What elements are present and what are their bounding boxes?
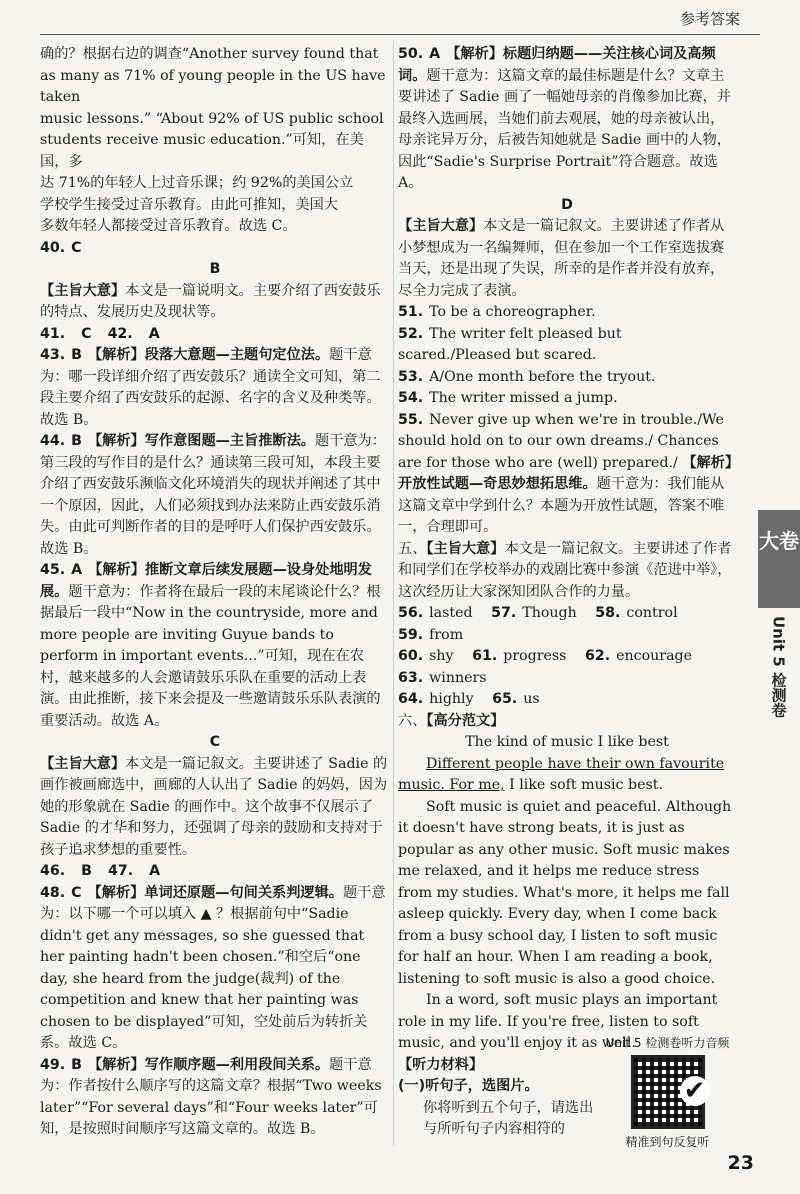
page-number: 23 (727, 1152, 754, 1174)
intro-paragraph (40, 44, 390, 238)
model-essay (398, 732, 736, 1055)
answer-44: 44. B 【解析】写作意图题—主旨推断法。题干意为：第三段的写作目的是什么？通读第三段可知，本段主要介绍了西安鼓乐濒临文化环境消失的现状并阐述了其中一个原因，因此，人们必须找到办法来防止西安鼓乐消失。由此可判断作者的目的是呼吁人们保护西安鼓乐。故选 B。 (40, 433, 386, 557)
side-tab (758, 510, 800, 717)
answer-49: 49. B 【解析】写作顺序题—利用段间关系。题干意为：作者按什么顺序写的这篇文章？根据“Two weeks later”“For several days”和“Four weeks later”可知，是按照时间顺序写这篇文章的。故选 B。 (40, 1056, 382, 1137)
fill-row: 64. highly 65. us (398, 691, 540, 707)
answer-50: 50. A 【解析】标题归纳题——关注核心词及高频词。题干意为：这篇文章的最佳标题是什么？文章主要讲述了 Sadie 画了一幅她母亲的肖像参加比赛，并最终入选画展，当她们前去观展，她的母亲被认出，母亲诧异万分，后被告知她就是 Sadie 画中的人物，因此“Sadie's Surprise Portrait”符合题意。故选 A。 (398, 46, 731, 191)
section-d-main-idea: 【主旨大意】本文是一篇记叙文。主要讲述了作者从小梦想成为一名编舞师，但在参加一个工作室选拔赛当天，还是出现了失误，所幸的是作者并没有放弃，尽全力完成了表演。 (398, 218, 725, 299)
text-line: 达 71%的年轻人上过音乐课；约 92%的美国公立 (40, 175, 354, 191)
left-column (40, 44, 390, 1141)
right-column (398, 44, 736, 1141)
page-header (0, 0, 800, 40)
column-divider (393, 40, 394, 1145)
listening-instructions: 你将听到五个句子，请选出与所听句子内容相符的 (423, 1099, 594, 1137)
audio-title: Unit 5 检测卷听力音频 (605, 1036, 730, 1050)
text-line: music lessons.” “About 92% of US public school (40, 110, 384, 127)
check-icon: ✔ (680, 1076, 710, 1106)
section-c-heading: C (209, 734, 221, 750)
answer-45: 45. A 【解析】推断文章后续发展题—设身处地明发展。题干意为：作者将在最后一段的末尾谈论什么？根据最后一段中“Now in the countryside, more and more people are inviting Guyue bands to perform in important events...”可知，现在在农村，越来越多的人会邀请鼓乐乐队在重要的活动上表演。由此推断，接下来会提及一些邀请鼓乐乐队表演的重要活动。故选 A。 (40, 562, 381, 729)
fill-row: 56. lasted 57. Though 58. control 59. from (398, 605, 678, 643)
essay-title: The kind of music I like best (465, 734, 669, 750)
side-tab-title: 大卷 (758, 510, 800, 608)
qr-code-icon[interactable] (631, 1055, 705, 1129)
answer-52: 52. The writer felt pleased but scared./Pleased but scared. (398, 325, 622, 363)
section-b-heading: B (209, 261, 221, 277)
listening-tag: 【听力材料】 (398, 1056, 484, 1073)
section-d-heading: D (561, 196, 573, 213)
section-6-heading: 六、【高分范文】 (398, 712, 505, 729)
header-label: 参考答案 (679, 10, 740, 28)
answer-48: 48. C 【解析】单词还原题—句间关系判逻辑。题干意为：以下哪一个可以填入 ▲ ？根据前句中“Sadie didn't get any messages, so she guessed that her painting hadn't been chosen.”和空后“one day, she heard from the judge(裁判) of the competition and knew that her painting was chosen to be displayed”可知，空处前后为转折关系。故选 C。 (40, 884, 386, 1051)
text-line: students receive music education.”可知，在美国，多 (40, 132, 364, 170)
header-divider (40, 34, 760, 35)
text-line: 多数年轻人都接受过音乐教育。故选 C。 (40, 218, 297, 234)
answer-51: 51. To be a choreographer. (398, 304, 596, 320)
fill-row: 60. shy 61. progress 62. encourage 63. winners (398, 648, 693, 686)
answer-46-47: 46. B 47. A (40, 863, 161, 879)
essay-paragraph: Different people have their own favourite music. For me, I like soft music best. (398, 755, 725, 793)
section-c-main-idea: 【主旨大意】本文是一篇记叙文。主要讲述了 Sadie 的画作被画廊选中，画廊的人认出了 Sadie 的妈妈，因为她的形象就在 Sadie 的画作中。这个故事不仅展示了 Sadie 的才华和努力，还强调了母亲的鼓励和支持对于孩子追求梦想的重要性。 (40, 755, 388, 858)
text-line: 确的？根据右边的调查“Another survey found that (40, 46, 379, 62)
answer-54: 54. The writer missed a jump. (398, 390, 618, 406)
essay-paragraph: In a word, soft music plays an important role in my life. If you're free, listen to soft music, and you'll enjoy it as well. (398, 992, 718, 1051)
side-tab-unit: Unit 5 检测卷 (769, 616, 788, 718)
essay-paragraph: Soft music is quiet and peaceful. Although it doesn't have strong beats, it is just as popular as any other music. Soft music makes me relaxed, and it helps me reduce stress from my studies. What's more, it helps me fall asleep quickly. Every day, when I come back from a busy school day, I listen to soft music for half an hour. When I am reading a book, listening to soft music is also a good choice. (398, 798, 732, 987)
answer-43: 43. B 【解析】段落大意题—主题句定位法。题干意为：哪一段详细介绍了西安鼓乐？通读全文可知，第二段主要介绍了西安鼓乐的起源、名字的含义及种类等。故选 B。 (40, 347, 381, 428)
answer-41-42: 41. C 42. A (40, 325, 160, 342)
text-line: as many as 71% of young people in the US have taken (40, 67, 386, 105)
answer-55: 55. Never give up when we're in trouble./We should hold on to our own dreams./ Chances are for those who are (well) prepared./ 【解析】开放性试题—奇思妙想拓思维。题干意为：我们能从这篇文章中学到什么？本题为开放性试题，答案不唯一，合理即可。 (398, 411, 732, 535)
section-b-main-idea: 【主旨大意】本文是一篇说明文。主要介绍了西安鼓乐的特点、发展历史及现状等。 (40, 282, 381, 320)
text-line: 学校学生接受过音乐教育。由此可推知，美国大 (40, 196, 338, 213)
audio-qr-box[interactable] (600, 1034, 735, 1150)
listening-subheading: (一)听句子，选图片。 (398, 1078, 539, 1094)
audio-caption: 精准到句反复听 (625, 1135, 710, 1149)
listening-section (398, 1055, 598, 1141)
answer-40: 40. C (40, 239, 82, 256)
section-5-main-idea: 五、【主旨大意】本文是一篇记叙文。主要讲述了作者和同学们在学校举办的戏剧比赛中参演《范进中举》，这次经历让大家深知团队合作的力量。 (398, 540, 732, 600)
answer-53: 53. A/One month before the tryout. (398, 368, 656, 385)
fill-answers (398, 603, 736, 711)
